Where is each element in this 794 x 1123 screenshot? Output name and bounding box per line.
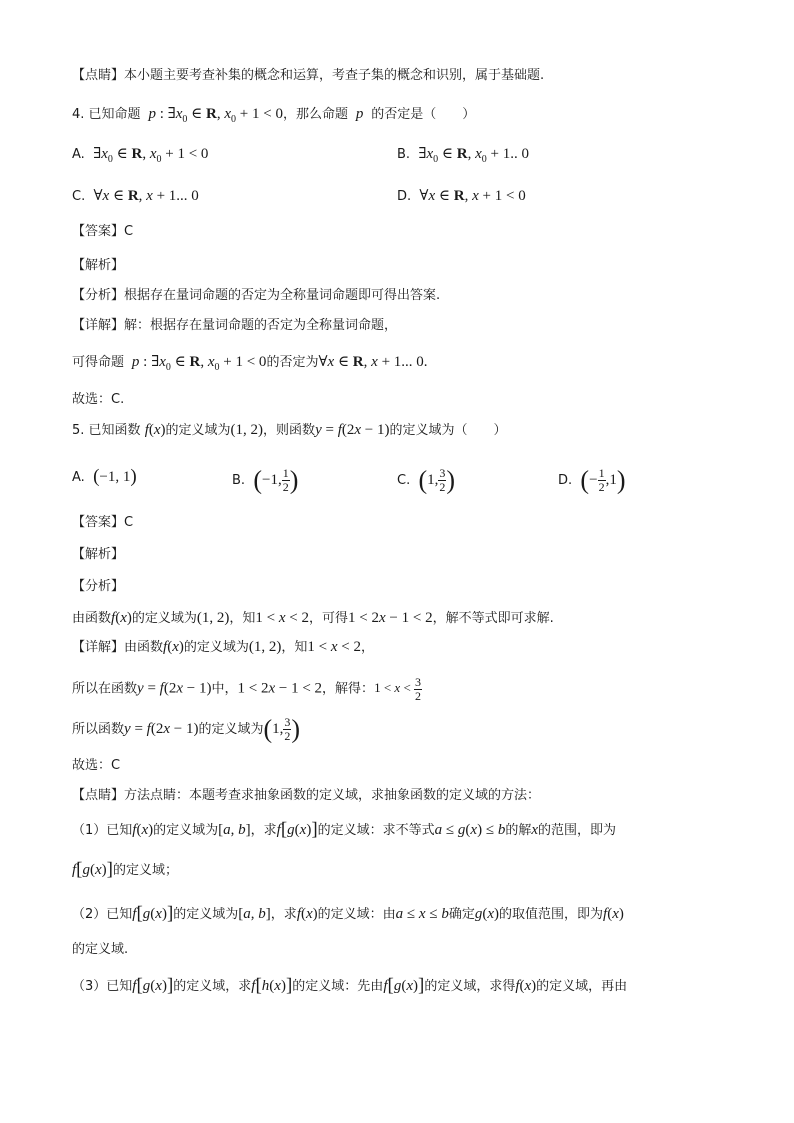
- method-2-fgx: f[g(x)]: [132, 903, 174, 924]
- fenxi-5-ineq2: 1 < 2x − 1 < 2: [348, 610, 433, 626]
- method-2-b: 的定义域为: [173, 907, 239, 922]
- method-1-ineq: a ≤ g(x) ≤ b: [434, 822, 506, 838]
- q4-proposition: p : $\exists x_0$ ∈ R, $x_0 + 1 < 0$: [148, 106, 283, 125]
- suoyi-5-a: 所以在函数: [72, 681, 138, 697]
- xiangjie-4-text: 【详解】解：根据存在量词命题的否定为全称量词命题，: [72, 318, 398, 333]
- method-2b-text: 的定义域.: [72, 942, 129, 957]
- question-5: [72, 420, 507, 441]
- method-1-x: x: [531, 822, 538, 838]
- method-1: [72, 820, 616, 841]
- fenxi-4: [72, 286, 440, 306]
- method-3-d: 的定义域，求得: [424, 979, 516, 994]
- method-3-fx: f(x): [515, 978, 537, 994]
- q4-option-a: [72, 144, 208, 170]
- q5-domain: (1, 2): [230, 422, 264, 438]
- kede-4-b: 的否定为: [266, 355, 319, 370]
- q4-b-math: $\exists x_0$ ∈ R, $x_0 + 1$.. 0: [418, 146, 529, 165]
- fenxi-5-ineq1: 1 < x < 2: [255, 610, 309, 626]
- method-2-c: ，求: [270, 907, 297, 922]
- q5-fx: f(x): [144, 422, 166, 438]
- method-1b-b: 的定义域；: [113, 863, 179, 878]
- method-3-c: 的定义域：先由: [292, 979, 384, 994]
- suoyi-5-c: ，解得：: [322, 681, 375, 697]
- analysis-4-text: 【解析】: [72, 258, 125, 273]
- fenxi-5-body: [72, 608, 554, 629]
- xiangjie-4: [72, 316, 397, 336]
- method-1-e: 的解: [505, 823, 532, 838]
- q4-option-c: [72, 186, 199, 207]
- q4-b-label: B.: [397, 147, 411, 162]
- fenxi-5-text: 【分析】: [72, 579, 125, 594]
- q4-suffix: 的否定是（ ）: [371, 107, 476, 122]
- q5-c-math: (1, $\frac{3}{2}$ ): [418, 465, 456, 495]
- q5-c-label: C.: [397, 472, 411, 488]
- dianjing-5-text: 【点睛】方法点睛：本题考查求抽象函数的定义域，求抽象函数的定义域的方法：: [72, 788, 541, 803]
- q4-c-label: C.: [72, 189, 86, 204]
- q5-prefix: 5. 已知函数: [72, 423, 141, 438]
- xiangjie-5: [72, 637, 374, 658]
- method-3: [72, 976, 627, 997]
- q5-a-label: A.: [72, 470, 85, 485]
- method-2-a: （2）已知: [72, 907, 133, 922]
- method-2-f: 的取值范围，即为: [499, 907, 604, 922]
- suoyi-5b-b: 的定义域为: [198, 721, 264, 737]
- guxuan-5: [72, 756, 120, 776]
- analysis-5: [72, 545, 124, 565]
- suoyi-5-result: 1 < x < $\frac{3}{2}$: [374, 675, 422, 703]
- method-3-a: （3）已知: [72, 979, 133, 994]
- q4-p: p: [352, 106, 368, 122]
- q4-mid: ，那么命题: [282, 107, 348, 122]
- answer-4: [72, 222, 133, 242]
- analysis-5-text: 【解析】: [72, 547, 125, 562]
- xiangjie-5-domain: (1, 2): [248, 639, 282, 655]
- q5-option-c: [397, 467, 455, 494]
- xiangjie-5-d: ，: [361, 640, 375, 655]
- q5-d-label: D.: [558, 472, 573, 488]
- method-3-fgx2: f[g(x)]: [383, 975, 425, 996]
- q4-a-label: A.: [72, 147, 85, 162]
- suoyi-5: [72, 676, 422, 703]
- suoyi-5-b: 中，: [211, 681, 238, 697]
- method-1b-fgx: f[g(x)]: [72, 859, 113, 880]
- xiangjie-5-a: 【详解】由函数: [72, 640, 164, 655]
- suoyi-5b: [72, 716, 300, 743]
- method-1-d: 的定义域：求不等式: [317, 823, 435, 838]
- method-2-d: 的定义域：由: [317, 907, 396, 922]
- q5-option-d: [558, 467, 625, 494]
- answer-4-text: 【答案】C: [72, 224, 134, 239]
- kede-4-a: 可得命题: [72, 355, 125, 370]
- fenxi-5-domain: (1, 2): [196, 610, 230, 626]
- answer-5: [72, 513, 133, 533]
- method-3-b: 的定义域，求: [173, 979, 252, 994]
- note-text: 【点睛】本小题主要考查补集的概念和运算，考查子集的概念和识别，属于基础题.: [72, 68, 545, 83]
- q4-a-math: $\exists x_0$ ∈ R, $x_0 + 1 < 0$: [93, 146, 209, 165]
- xiangjie-5-b: 的定义域为: [183, 640, 249, 655]
- suoyi-5b-a: 所以函数: [72, 721, 125, 737]
- fenxi-5-e: ，解不等式即可求解.: [432, 611, 554, 626]
- q4-d-math: ∀x ∈ R, x + 1 < 0: [419, 188, 526, 204]
- method-1-fx: f(x): [132, 822, 154, 838]
- q5-a-math: (−1, 1): [93, 466, 137, 487]
- kede-4-math2: ∀x ∈ R, x + 1... 0.: [318, 354, 428, 370]
- method-2b: [72, 940, 128, 960]
- suoyi-5-func: y = f(2x − 1): [137, 680, 212, 697]
- xiangjie-5-c: ，知: [281, 640, 308, 655]
- q5-func: y = f(2x − 1): [315, 422, 390, 438]
- q4-d-label: D.: [397, 189, 412, 204]
- q5-suffix: 的定义域为（ ）: [389, 423, 507, 438]
- method-1-fgx: f[g(x)]: [276, 819, 318, 840]
- fenxi-5-c: ，知: [229, 611, 256, 626]
- kede-4: [72, 352, 428, 378]
- question-4: [72, 104, 475, 130]
- method-1-c: ，求: [250, 823, 277, 838]
- xiangjie-5-fx: f(x): [163, 639, 184, 655]
- method-3-fhx: f[h(x)]: [251, 975, 293, 996]
- suoyi-5-ineq: 1 < 2x − 1 < 2: [237, 680, 323, 697]
- analysis-4: [72, 256, 124, 276]
- method-2-gx: g(x): [474, 906, 499, 922]
- suoyi-5b-func: y = f(2x − 1): [124, 720, 199, 737]
- answer-5-text: 【答案】C: [72, 515, 134, 530]
- q4-option-b: [397, 144, 529, 170]
- method-1-f: 的范围，即为: [538, 823, 617, 838]
- fenxi-5-b: 的定义域为: [131, 611, 197, 626]
- q4-c-math: ∀x ∈ R, x + 1... 0: [93, 188, 199, 204]
- q5-mid2: ，则函数: [263, 423, 316, 438]
- method-2-ineq: a ≤ x ≤ b: [395, 906, 449, 922]
- method-1-a: （1）已知: [72, 823, 133, 838]
- method-2-ab: [a, b]: [238, 906, 271, 922]
- q5-d-math: (− $\frac{1}{2}$ ,1): [580, 465, 626, 495]
- note-line: [72, 66, 544, 86]
- fenxi-4-text: 【分析】根据存在量词命题的否定为全称量词命题即可得出答案.: [72, 288, 441, 303]
- fenxi-5: [72, 577, 124, 597]
- guxuan-5-text: 故选：C: [72, 758, 121, 773]
- method-3-fgx: f[g(x)]: [132, 975, 174, 996]
- q5-option-b: [232, 467, 298, 494]
- suoyi-5b-interval: (1, $\frac{3}{2}$ ): [263, 714, 301, 744]
- q5-b-label: B.: [232, 472, 246, 488]
- guxuan-4-text: 故选：C.: [72, 392, 125, 407]
- xiangjie-5-ineq: 1 < x < 2: [307, 639, 361, 655]
- method-1-b: 的定义域为: [153, 823, 219, 838]
- method-3-e: 的定义域，再由: [536, 979, 628, 994]
- method-2-fx2: f(x): [603, 906, 624, 922]
- q5-option-a: [72, 467, 137, 488]
- dianjing-5: [72, 786, 540, 806]
- q5-b-math: (−1, $\frac{1}{2}$ ): [253, 465, 299, 495]
- method-1-ab: [a, b]: [218, 822, 251, 838]
- method-2: [72, 904, 624, 925]
- method-2-e: 确定: [448, 907, 475, 922]
- q4-option-d: [397, 186, 526, 207]
- q5-mid: 的定义域为: [165, 423, 231, 438]
- q4-prefix: 4. 已知命题: [72, 107, 141, 122]
- method-1b: [72, 860, 178, 881]
- kede-4-math1: p : $\exists x_0$ ∈ R, $x_0 + 1 < 0$: [131, 354, 267, 373]
- fenxi-5-d: ，可得: [309, 611, 349, 626]
- guxuan-4: [72, 390, 124, 410]
- method-2-fx: f(x): [296, 906, 318, 922]
- fenxi-5-fx: f(x): [111, 610, 132, 626]
- fenxi-5-a: 由函数: [72, 611, 112, 626]
